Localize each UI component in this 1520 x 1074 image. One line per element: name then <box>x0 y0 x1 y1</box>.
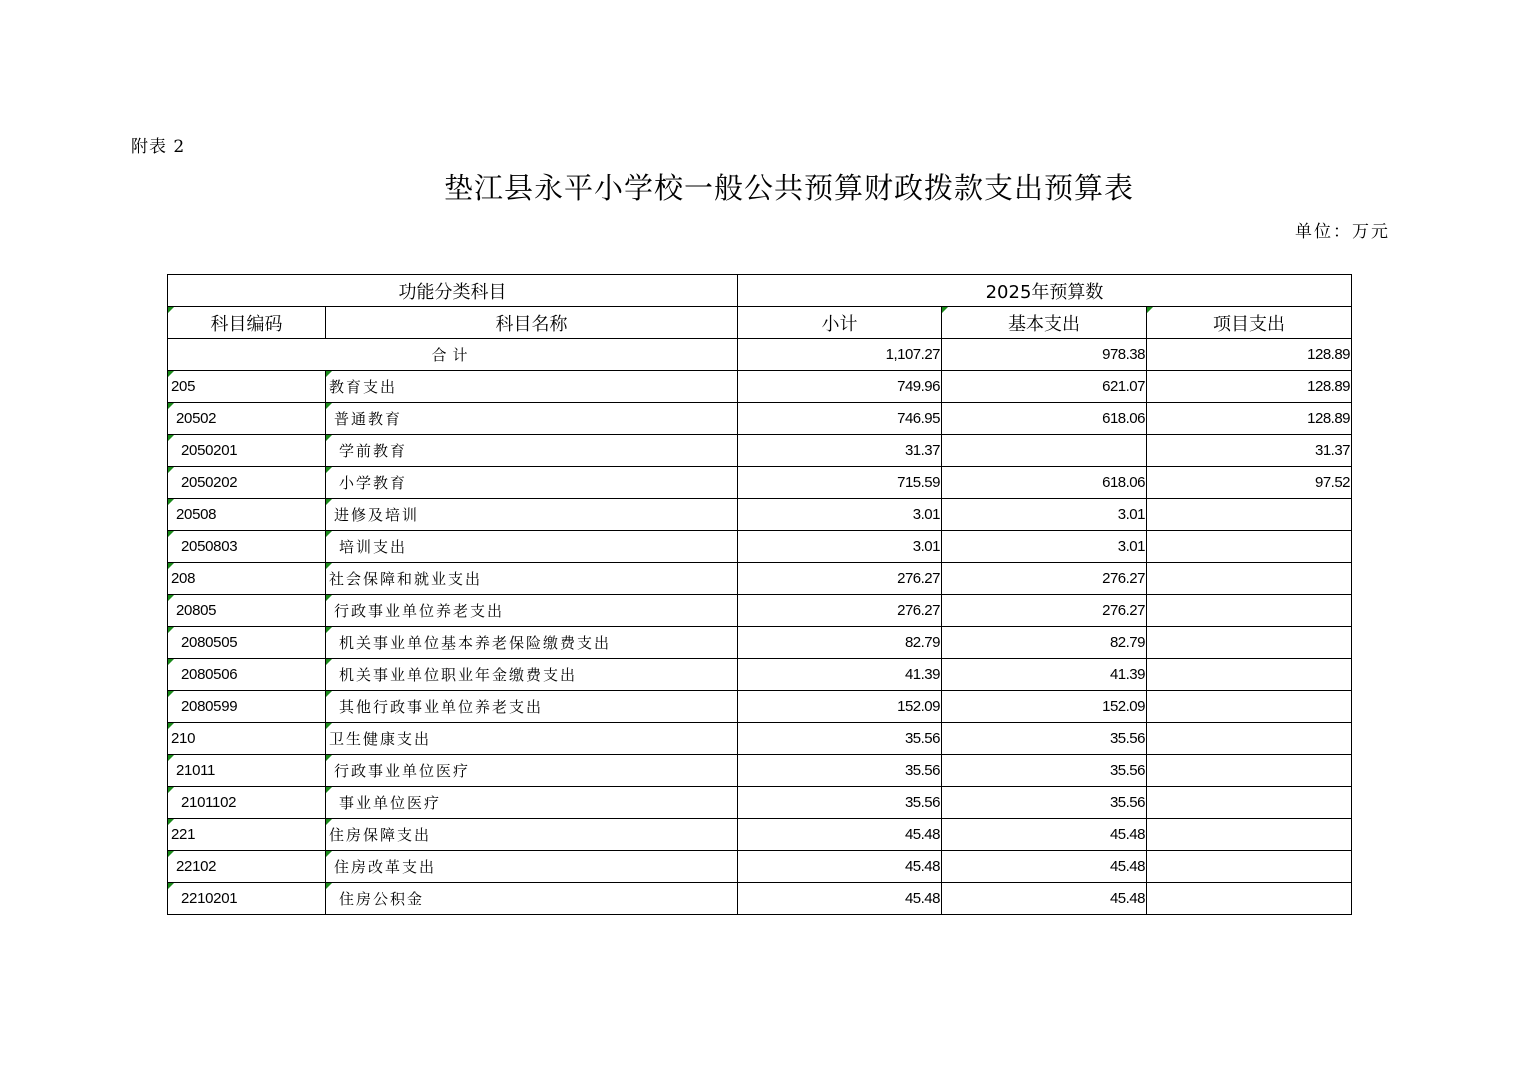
row-subtotal: 35.56 <box>738 787 942 819</box>
row-basic: 152.09 <box>942 691 1147 723</box>
row-subtotal: 3.01 <box>738 499 942 531</box>
table-row <box>168 883 1352 915</box>
row-code: 20508 <box>168 499 326 531</box>
row-project <box>1147 595 1352 627</box>
group-header-budget-year: 2025年预算数 <box>738 275 1352 307</box>
row-basic: 45.48 <box>942 883 1147 915</box>
row-subtotal: 715.59 <box>738 467 942 499</box>
column-header-project: 项目支出 <box>1147 307 1352 339</box>
row-name: 培训支出 <box>326 531 738 563</box>
table-row <box>168 755 1352 787</box>
table-row <box>168 499 1352 531</box>
row-name: 其他行政事业单位养老支出 <box>326 691 738 723</box>
total-label: 合计 <box>168 339 738 371</box>
table-row <box>168 659 1352 691</box>
row-subtotal: 152.09 <box>738 691 942 723</box>
table-row <box>168 691 1352 723</box>
row-basic: 621.07 <box>942 371 1147 403</box>
row-subtotal: 3.01 <box>738 531 942 563</box>
row-basic: 35.56 <box>942 755 1147 787</box>
row-code: 210 <box>168 723 326 755</box>
row-code: 2080506 <box>168 659 326 691</box>
page-title: 垫江县永平小学校一般公共预算财政拨款支出预算表 <box>443 171 1134 205</box>
row-basic: 82.79 <box>942 627 1147 659</box>
table-row <box>168 787 1352 819</box>
row-name: 卫生健康支出 <box>326 723 738 755</box>
row-code: 2080599 <box>168 691 326 723</box>
row-name: 机关事业单位基本养老保险缴费支出 <box>326 627 738 659</box>
row-name: 事业单位医疗 <box>326 787 738 819</box>
row-project <box>1147 787 1352 819</box>
row-project <box>1147 691 1352 723</box>
row-subtotal: 746.95 <box>738 403 942 435</box>
row-code: 2050803 <box>168 531 326 563</box>
column-header-subtotal: 小计 <box>738 307 942 339</box>
row-subtotal: 45.48 <box>738 851 942 883</box>
row-basic: 35.56 <box>942 787 1147 819</box>
row-name: 机关事业单位职业年金缴费支出 <box>326 659 738 691</box>
row-subtotal: 82.79 <box>738 627 942 659</box>
row-project <box>1147 499 1352 531</box>
table-row <box>168 467 1352 499</box>
table-row <box>168 371 1352 403</box>
table-row <box>168 595 1352 627</box>
row-subtotal: 31.37 <box>738 435 942 467</box>
row-name: 教育支出 <box>326 371 738 403</box>
row-name: 普通教育 <box>326 403 738 435</box>
table-row <box>168 435 1352 467</box>
row-code: 2050201 <box>168 435 326 467</box>
table-row <box>168 403 1352 435</box>
table-row <box>168 851 1352 883</box>
table-row <box>168 563 1352 595</box>
row-basic: 276.27 <box>942 595 1147 627</box>
unit-label: 单位：万元 <box>1295 222 1390 242</box>
row-basic: 45.48 <box>942 819 1147 851</box>
row-code: 2050202 <box>168 467 326 499</box>
row-project <box>1147 755 1352 787</box>
row-project <box>1147 883 1352 915</box>
row-basic <box>942 435 1147 467</box>
row-subtotal: 45.48 <box>738 883 942 915</box>
column-header-row <box>168 307 1352 339</box>
row-subtotal: 749.96 <box>738 371 942 403</box>
row-project <box>1147 563 1352 595</box>
total-subtotal: 1,107.27 <box>738 339 942 371</box>
total-row <box>168 339 1352 371</box>
table-row <box>168 531 1352 563</box>
row-name: 小学教育 <box>326 467 738 499</box>
row-subtotal: 35.56 <box>738 723 942 755</box>
row-name: 进修及培训 <box>326 499 738 531</box>
row-project <box>1147 851 1352 883</box>
column-header-basic: 基本支出 <box>942 307 1147 339</box>
row-subtotal: 276.27 <box>738 563 942 595</box>
total-project: 128.89 <box>1147 339 1352 371</box>
row-project: 97.52 <box>1147 467 1352 499</box>
row-code: 21011 <box>168 755 326 787</box>
row-code: 20502 <box>168 403 326 435</box>
row-basic: 3.01 <box>942 499 1147 531</box>
table-row <box>168 627 1352 659</box>
row-project: 128.89 <box>1147 371 1352 403</box>
row-code: 205 <box>168 371 326 403</box>
row-basic: 41.39 <box>942 659 1147 691</box>
row-name: 社会保障和就业支出 <box>326 563 738 595</box>
row-subtotal: 45.48 <box>738 819 942 851</box>
row-subtotal: 41.39 <box>738 659 942 691</box>
table-row <box>168 819 1352 851</box>
total-basic: 978.38 <box>942 339 1147 371</box>
row-basic: 618.06 <box>942 467 1147 499</box>
row-code: 20805 <box>168 595 326 627</box>
row-subtotal: 276.27 <box>738 595 942 627</box>
row-project: 31.37 <box>1147 435 1352 467</box>
column-header-name: 科目名称 <box>326 307 738 339</box>
row-project <box>1147 659 1352 691</box>
row-code: 22102 <box>168 851 326 883</box>
row-project: 128.89 <box>1147 403 1352 435</box>
group-header-row <box>168 275 1352 307</box>
row-project <box>1147 819 1352 851</box>
row-basic: 618.06 <box>942 403 1147 435</box>
row-basic: 35.56 <box>942 723 1147 755</box>
row-project <box>1147 531 1352 563</box>
row-code: 208 <box>168 563 326 595</box>
row-code: 2210201 <box>168 883 326 915</box>
row-project <box>1147 627 1352 659</box>
row-basic: 3.01 <box>942 531 1147 563</box>
row-basic: 45.48 <box>942 851 1147 883</box>
budget-table <box>167 274 1352 915</box>
row-code: 221 <box>168 819 326 851</box>
row-name: 行政事业单位医疗 <box>326 755 738 787</box>
row-basic: 276.27 <box>942 563 1147 595</box>
row-project <box>1147 723 1352 755</box>
group-header-function-class: 功能分类科目 <box>168 275 738 307</box>
row-name: 行政事业单位养老支出 <box>326 595 738 627</box>
row-name: 住房公积金 <box>326 883 738 915</box>
row-name: 住房保障支出 <box>326 819 738 851</box>
row-subtotal: 35.56 <box>738 755 942 787</box>
column-header-code: 科目编码 <box>168 307 326 339</box>
row-code: 2101102 <box>168 787 326 819</box>
row-code: 2080505 <box>168 627 326 659</box>
table-row <box>168 723 1352 755</box>
row-name: 住房改革支出 <box>326 851 738 883</box>
row-name: 学前教育 <box>326 435 738 467</box>
appendix-caption: 附表 2 <box>131 137 186 157</box>
